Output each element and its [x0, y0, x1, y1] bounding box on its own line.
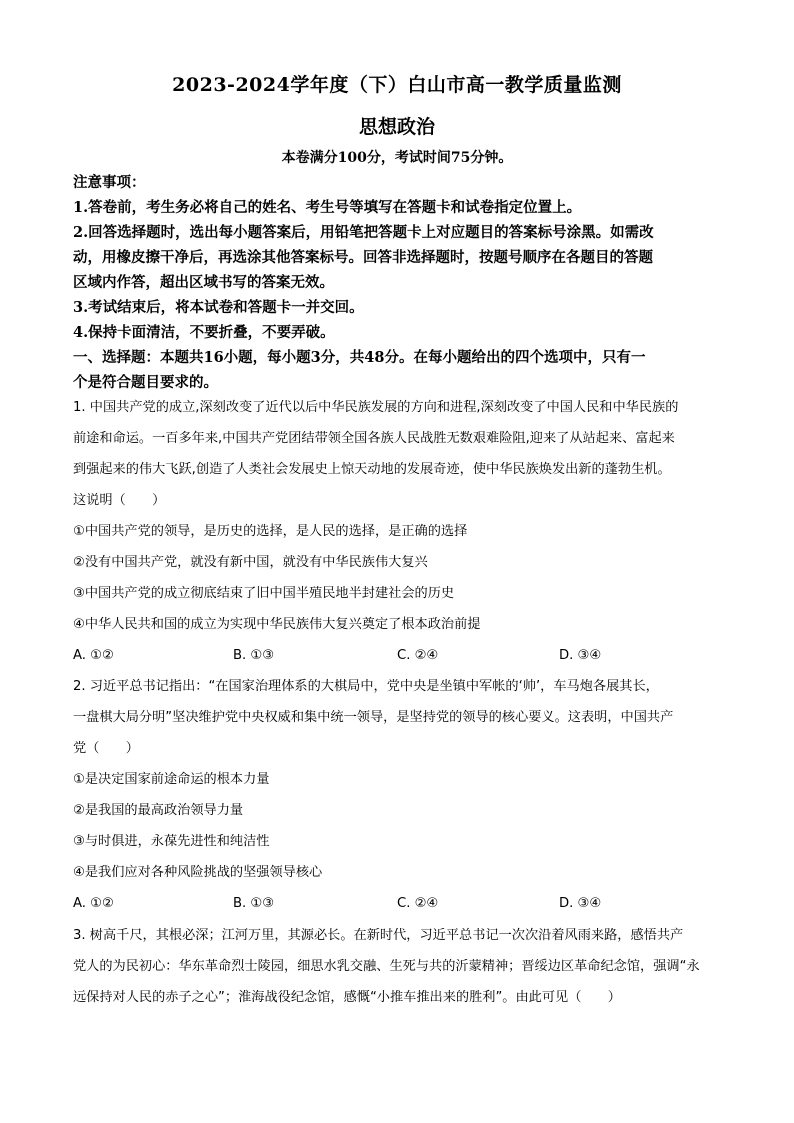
question-stem-line: 党（ ） [73, 741, 139, 756]
option-d: D. ③④ [559, 648, 602, 663]
option-c: C. ②④ [397, 648, 439, 663]
option-a: A. ①② [73, 896, 114, 911]
notice-line: 区域内作答，超出区域书写的答案无效。 [73, 274, 334, 291]
question-1 [73, 392, 723, 671]
question-stem-line: 一盘棋大局分明”坚决维护党中央权威和集中统一领导，是坚持党的领导的核心要义。这表明，中国共产 [73, 710, 674, 725]
option-b: B. ①③ [233, 648, 275, 663]
option-a: A. ①② [73, 648, 114, 663]
subject-title: 思想政治 [358, 116, 435, 138]
question-stem-line: 远保持对人民的赤子之心”；淮海战役纪念馆，感慨“小推车推出来的胜利”。由此可见（ ） [73, 990, 621, 1005]
question-stem-line: 前途和命运。一百多年来,中国共产党团结带领全国各族人民战胜无数艰难险阻,迎来了从站起来、富起来 [73, 431, 675, 446]
section-heading-line: 个是符合题目要求的。 [73, 374, 218, 391]
question-stem-line: 到强起来的伟大飞跃,创造了人类社会发展史上惊天动地的发展奇迹，使中华民族焕发出新的蓬勃生机。 [73, 462, 671, 477]
option-b: B. ①③ [233, 896, 275, 911]
question-stem-line: 1. 中国共产党的成立,深刻改变了近代以后中华民族发展的方向和进程,深刻改变了中国人民和中华民族的 [73, 400, 679, 415]
question-stem-line: 3. 树高千尺，其根必深；江河万里，其源必长。在新时代，习近平总书记一次次沿着风雨来路，感悟共产 [73, 928, 684, 943]
statement: ④是我们应对各种风险挑战的坚强领导核心 [73, 865, 323, 880]
notice-block [73, 170, 723, 395]
notice-heading: 注意事项： [73, 174, 146, 191]
option-c: C. ②④ [397, 896, 439, 911]
exam-info: 本卷满分100分，考试时间75分钟。 [281, 150, 513, 166]
statement: ③与时俱进，永葆先进性和纯洁性 [73, 834, 270, 849]
question-2 [73, 671, 723, 919]
statement: ③中国共产党的成立彻底结束了旧中国半殖民地半封建社会的历史 [73, 586, 455, 601]
question-3 [73, 920, 723, 1013]
option-d: D. ③④ [559, 896, 602, 911]
statement: ④中华人民共和国的成立为实现中华民族伟大复兴奠定了根本政治前提 [73, 617, 481, 632]
question-stem-line: 2. 习近平总书记指出：“在国家治理体系的大棋局中，党中央是坐镇中军帐的‘帅’，车马炮各展其长， [73, 679, 659, 694]
notice-line: 1.答卷前，考生务必将自己的姓名、考生号等填写在答题卡和试卷指定位置上。 [73, 199, 582, 216]
notice-line: 2.回答选择题时，选出每小题答案后，用铅笔把答题卡上对应题目的答案标号涂黑。如需改 [73, 224, 654, 241]
section-heading-line: 一、选择题：本题共16小题，每小题3分，共48分。在每小题给出的四个选项中，只有一 [73, 349, 646, 366]
statement: ②没有中国共产党，就没有新中国，就没有中华民族伟大复兴 [73, 555, 428, 570]
statement: ②是我国的最高政治领导力量 [73, 803, 244, 818]
notice-line: 3.考试结束后，将本试卷和答题卡一并交回。 [73, 299, 364, 316]
notice-line: 4.保持卡面清洁，不要折叠，不要弄破。 [73, 324, 335, 341]
statement: ①是决定国家前途命运的根本力量 [73, 772, 270, 787]
exam-title: 2023-2024学年度（下）白山市高一教学质量监测 [172, 74, 622, 96]
answer-options [73, 888, 723, 919]
question-stem-line: 党人的为民初心：华东革命烈士陵园，细思水乳交融、生死与共的沂蒙精神；晋绥边区革命纪念馆，强调“永 [73, 959, 700, 974]
statement: ①中国共产党的领导，是历史的选择，是人民的选择，是正确的选择 [73, 524, 468, 539]
notice-line: 动，用橡皮擦干净后，再选涂其他答案标号。回答非选择题时，按题号顺序在各题目的答题 [73, 249, 653, 266]
question-stem-line: 这说明（ ） [73, 493, 166, 508]
answer-options [73, 640, 723, 671]
